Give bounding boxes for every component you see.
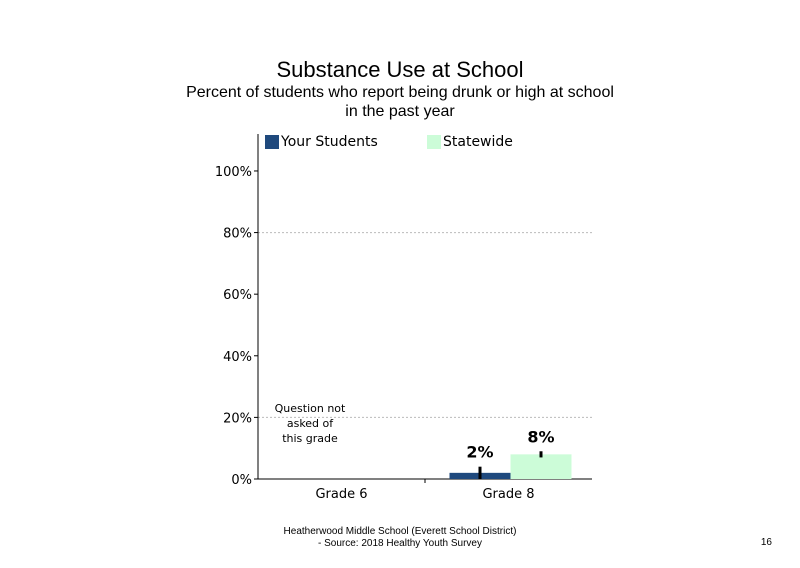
data-label-your-students-grade-8: 2% — [466, 442, 494, 462]
footer-source: - Source: 2018 Healthy Youth Survey — [318, 538, 482, 549]
y-tick-label-40: 40% — [223, 349, 252, 365]
y-tick-label-100: 100% — [214, 164, 252, 180]
subtitle-line-2: in the past year — [345, 103, 455, 120]
y-tick-label-80: 80% — [223, 226, 252, 242]
y-tick-label-60: 60% — [223, 288, 252, 304]
legend-label-your-students: Your Students — [281, 134, 378, 150]
y-tick-label-0: 0% — [231, 473, 252, 488]
data-label-statewide-grade-8: 8% — [527, 427, 555, 447]
bar-statewide-grade-8 — [511, 454, 572, 479]
x-tick-label-grade-8: Grade 8 — [482, 487, 535, 502]
legend-label-statewide: Statewide — [443, 134, 513, 150]
annotation-line-3: this grade — [282, 432, 338, 445]
x-tick-label-grade-6: Grade 6 — [315, 487, 368, 502]
page-number: 16 — [760, 537, 772, 548]
annotation-line-1: Question not — [274, 402, 346, 415]
subtitle-line-1: Percent of students who report being drunk or high at school — [186, 84, 614, 101]
y-tick-label-20: 20% — [223, 411, 252, 427]
footer-school: Heatherwood Middle School (Everett School District) — [283, 526, 517, 537]
footer — [200, 526, 600, 550]
annotation-line-2: asked of — [286, 417, 334, 430]
chart-title: Substance Use at School — [276, 57, 524, 82]
